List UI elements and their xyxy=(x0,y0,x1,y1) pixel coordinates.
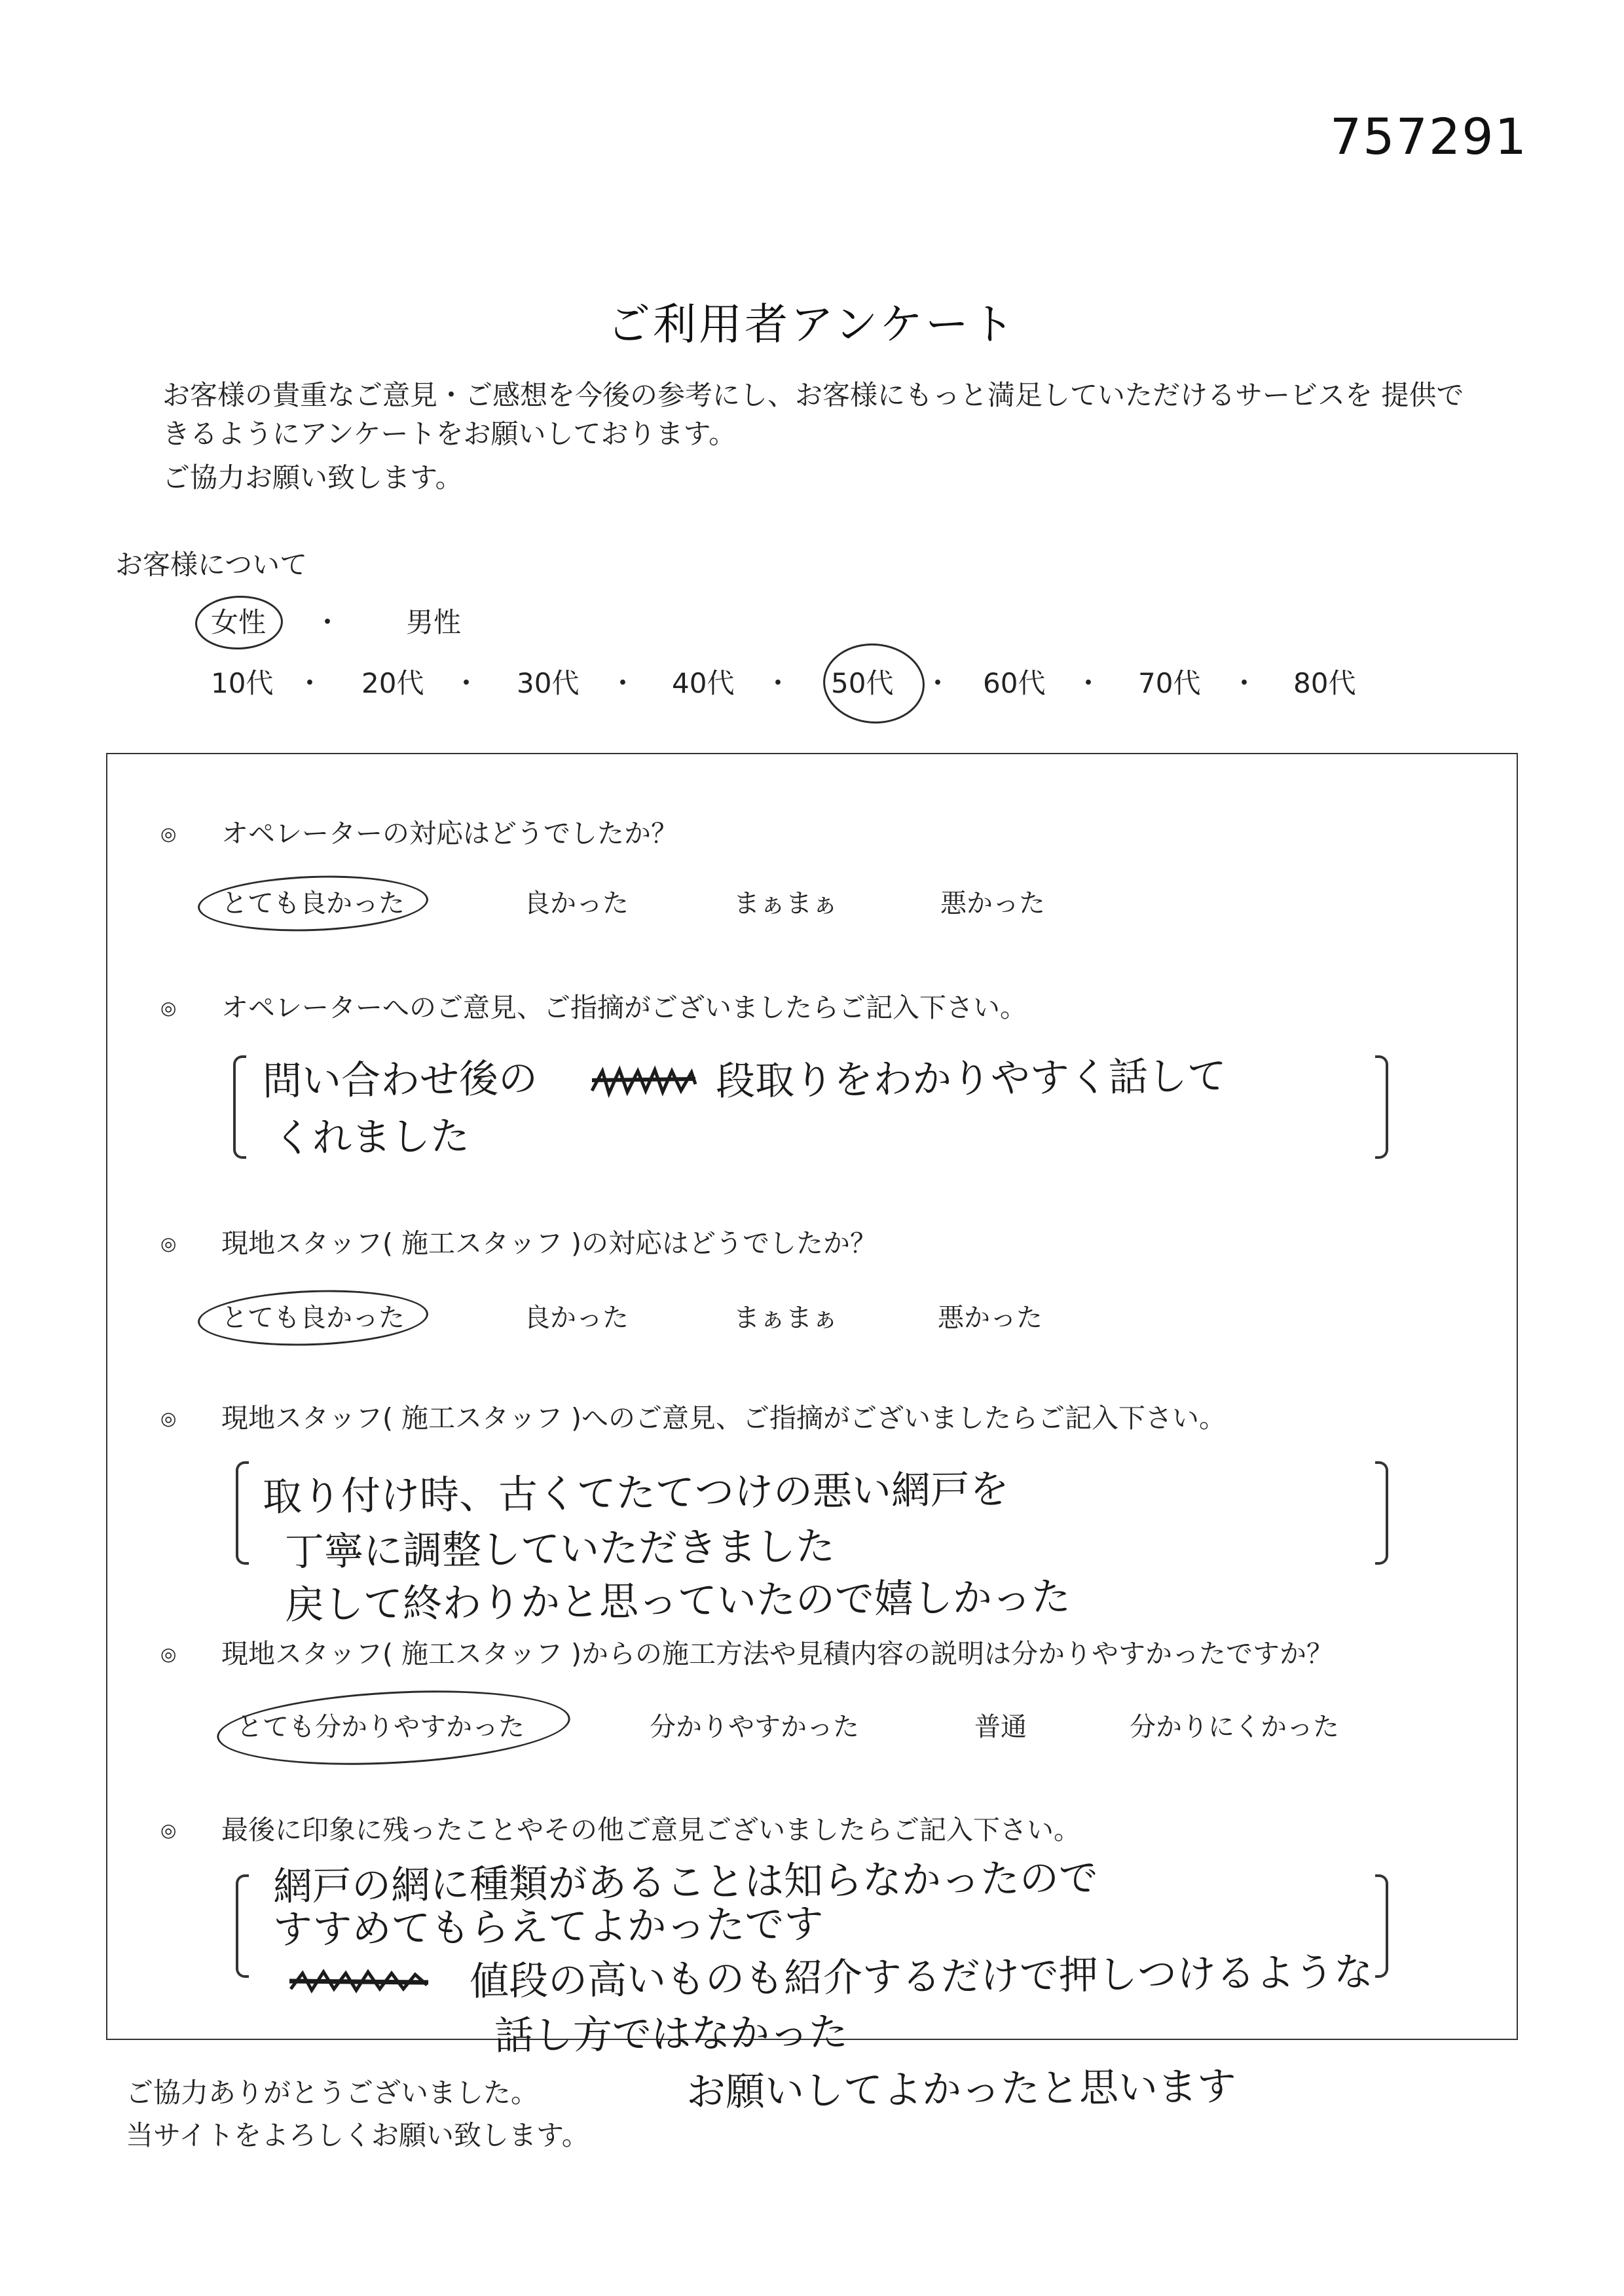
separator-dot: ・ xyxy=(924,667,952,699)
separator-dot: ・ xyxy=(314,606,342,638)
age-option: 30代 xyxy=(517,667,580,699)
separator-dot: ・ xyxy=(296,667,324,699)
bullet-marker: ◎ xyxy=(160,823,177,845)
document-number: 757291 xyxy=(1329,107,1528,166)
question-text: オペレーターへのご意見、ご指摘がございましたらご記入下さい。 xyxy=(221,992,1027,1023)
separator-dot: ・ xyxy=(764,667,792,699)
answer-option: とても分かりやすかった xyxy=(236,1712,525,1742)
answer-option: 悪かった xyxy=(940,888,1045,919)
closing-line: ご協力ありがとうございました。 xyxy=(126,2077,539,2109)
left-bracket xyxy=(236,1874,249,1978)
answer-option: まぁまぁ xyxy=(733,888,838,919)
separator-dot: ・ xyxy=(1075,667,1103,699)
answer-option: とても良かった xyxy=(221,888,405,919)
question-text: 現地スタッフ( 施工スタッフ )からの施工方法や見積内容の説明は分かりやすかったですか？ xyxy=(221,1638,1334,1669)
answer-option: 分かりやすかった xyxy=(650,1712,859,1742)
closing-line: 当サイトをよろしくお願い致します。 xyxy=(126,2119,589,2151)
intro-line: お客様の貴重なご意見・ご感想を今後の参考にし、お客様にもっと満足していただけるサービスを 提供で xyxy=(162,379,1464,411)
right-bracket xyxy=(1375,1874,1388,1978)
crossed-out-scribble xyxy=(288,1967,430,1997)
left-bracket xyxy=(233,1055,246,1159)
age-option: 70代 xyxy=(1138,667,1201,699)
right-bracket xyxy=(1375,1055,1388,1159)
crossed-out-scribble xyxy=(589,1065,697,1099)
handwritten-answer: すすめてもらえてよかったです xyxy=(272,1901,824,1953)
bullet-marker: ◎ xyxy=(160,1233,177,1254)
handwritten-answer: 値段の高いものも紹介するだけで押しつけるような xyxy=(469,1949,1374,2005)
bullet-marker: ◎ xyxy=(160,1819,177,1841)
bullet-marker: ◎ xyxy=(160,1643,177,1665)
handwritten-answer: 網戸の網に種類があることは知らなかったので xyxy=(272,1855,1099,1910)
intro-line: きるようにアンケートをお願いしております。 xyxy=(162,418,737,450)
right-bracket xyxy=(1375,1461,1388,1565)
age-option: 80代 xyxy=(1293,667,1356,699)
left-bracket xyxy=(236,1461,249,1565)
survey-frame xyxy=(106,753,1518,2040)
answer-option: 良かった xyxy=(524,888,629,919)
bullet-marker: ◎ xyxy=(160,997,177,1019)
customer-heading: お客様について xyxy=(115,549,308,581)
separator-dot: ・ xyxy=(452,667,481,699)
handwritten-answer: 丁寧に調整していただきました xyxy=(284,1523,836,1575)
intro-line: ご協力お願い致します。 xyxy=(162,462,463,494)
question-text: 最後に印象に残ったことやその他ご意見ございましたらご記入下さい。 xyxy=(221,1814,1080,1846)
answer-option: 良かった xyxy=(524,1303,629,1333)
handwritten-answer: 取り付け時、古くてたてつけの悪い網戸を xyxy=(262,1467,1010,1520)
page-title: ご利用者アンケート xyxy=(606,299,1018,350)
handwritten-answer: 問い合わせ後の xyxy=(262,1055,538,1104)
handwritten-answer: 戻して終わりかと思っていたので嬉しかった xyxy=(284,1574,1071,1628)
answer-option: 普通 xyxy=(974,1712,1027,1742)
age-option: 60代 xyxy=(983,667,1046,699)
answer-option: 分かりにくかった xyxy=(1130,1712,1339,1742)
age-option: 40代 xyxy=(672,667,735,699)
answer-option: とても良かった xyxy=(221,1303,405,1333)
bullet-marker: ◎ xyxy=(160,1408,177,1429)
question-text: 現地スタッフ( 施工スタッフ )の対応はどうでしたか？ xyxy=(221,1228,877,1259)
age-option: 50代 xyxy=(831,667,894,699)
handwritten-answer: 段取りをわかりやすく話して xyxy=(715,1053,1227,1104)
age-option: 10代 xyxy=(211,667,274,699)
handwritten-answer: くれました xyxy=(272,1113,470,1161)
answer-option: 悪かった xyxy=(938,1303,1043,1333)
answer-option: まぁまぁ xyxy=(733,1303,838,1333)
question-text: オペレーターの対応はどうでしたか？ xyxy=(221,818,678,849)
age-option: 20代 xyxy=(361,667,424,699)
question-text: 現地スタッフ( 施工スタッフ )へのご意見、ご指摘がございましたらご記入下さい。 xyxy=(221,1402,1227,1434)
gender-option-female: 女性 xyxy=(211,606,267,638)
gender-option-male: 男性 xyxy=(406,606,462,638)
separator-dot: ・ xyxy=(609,667,637,699)
separator-dot: ・ xyxy=(1230,667,1259,699)
handwritten-answer: 話し方ではなかった xyxy=(494,2009,849,2059)
handwritten-answer: お願いしてよかったと思います xyxy=(686,2064,1237,2115)
